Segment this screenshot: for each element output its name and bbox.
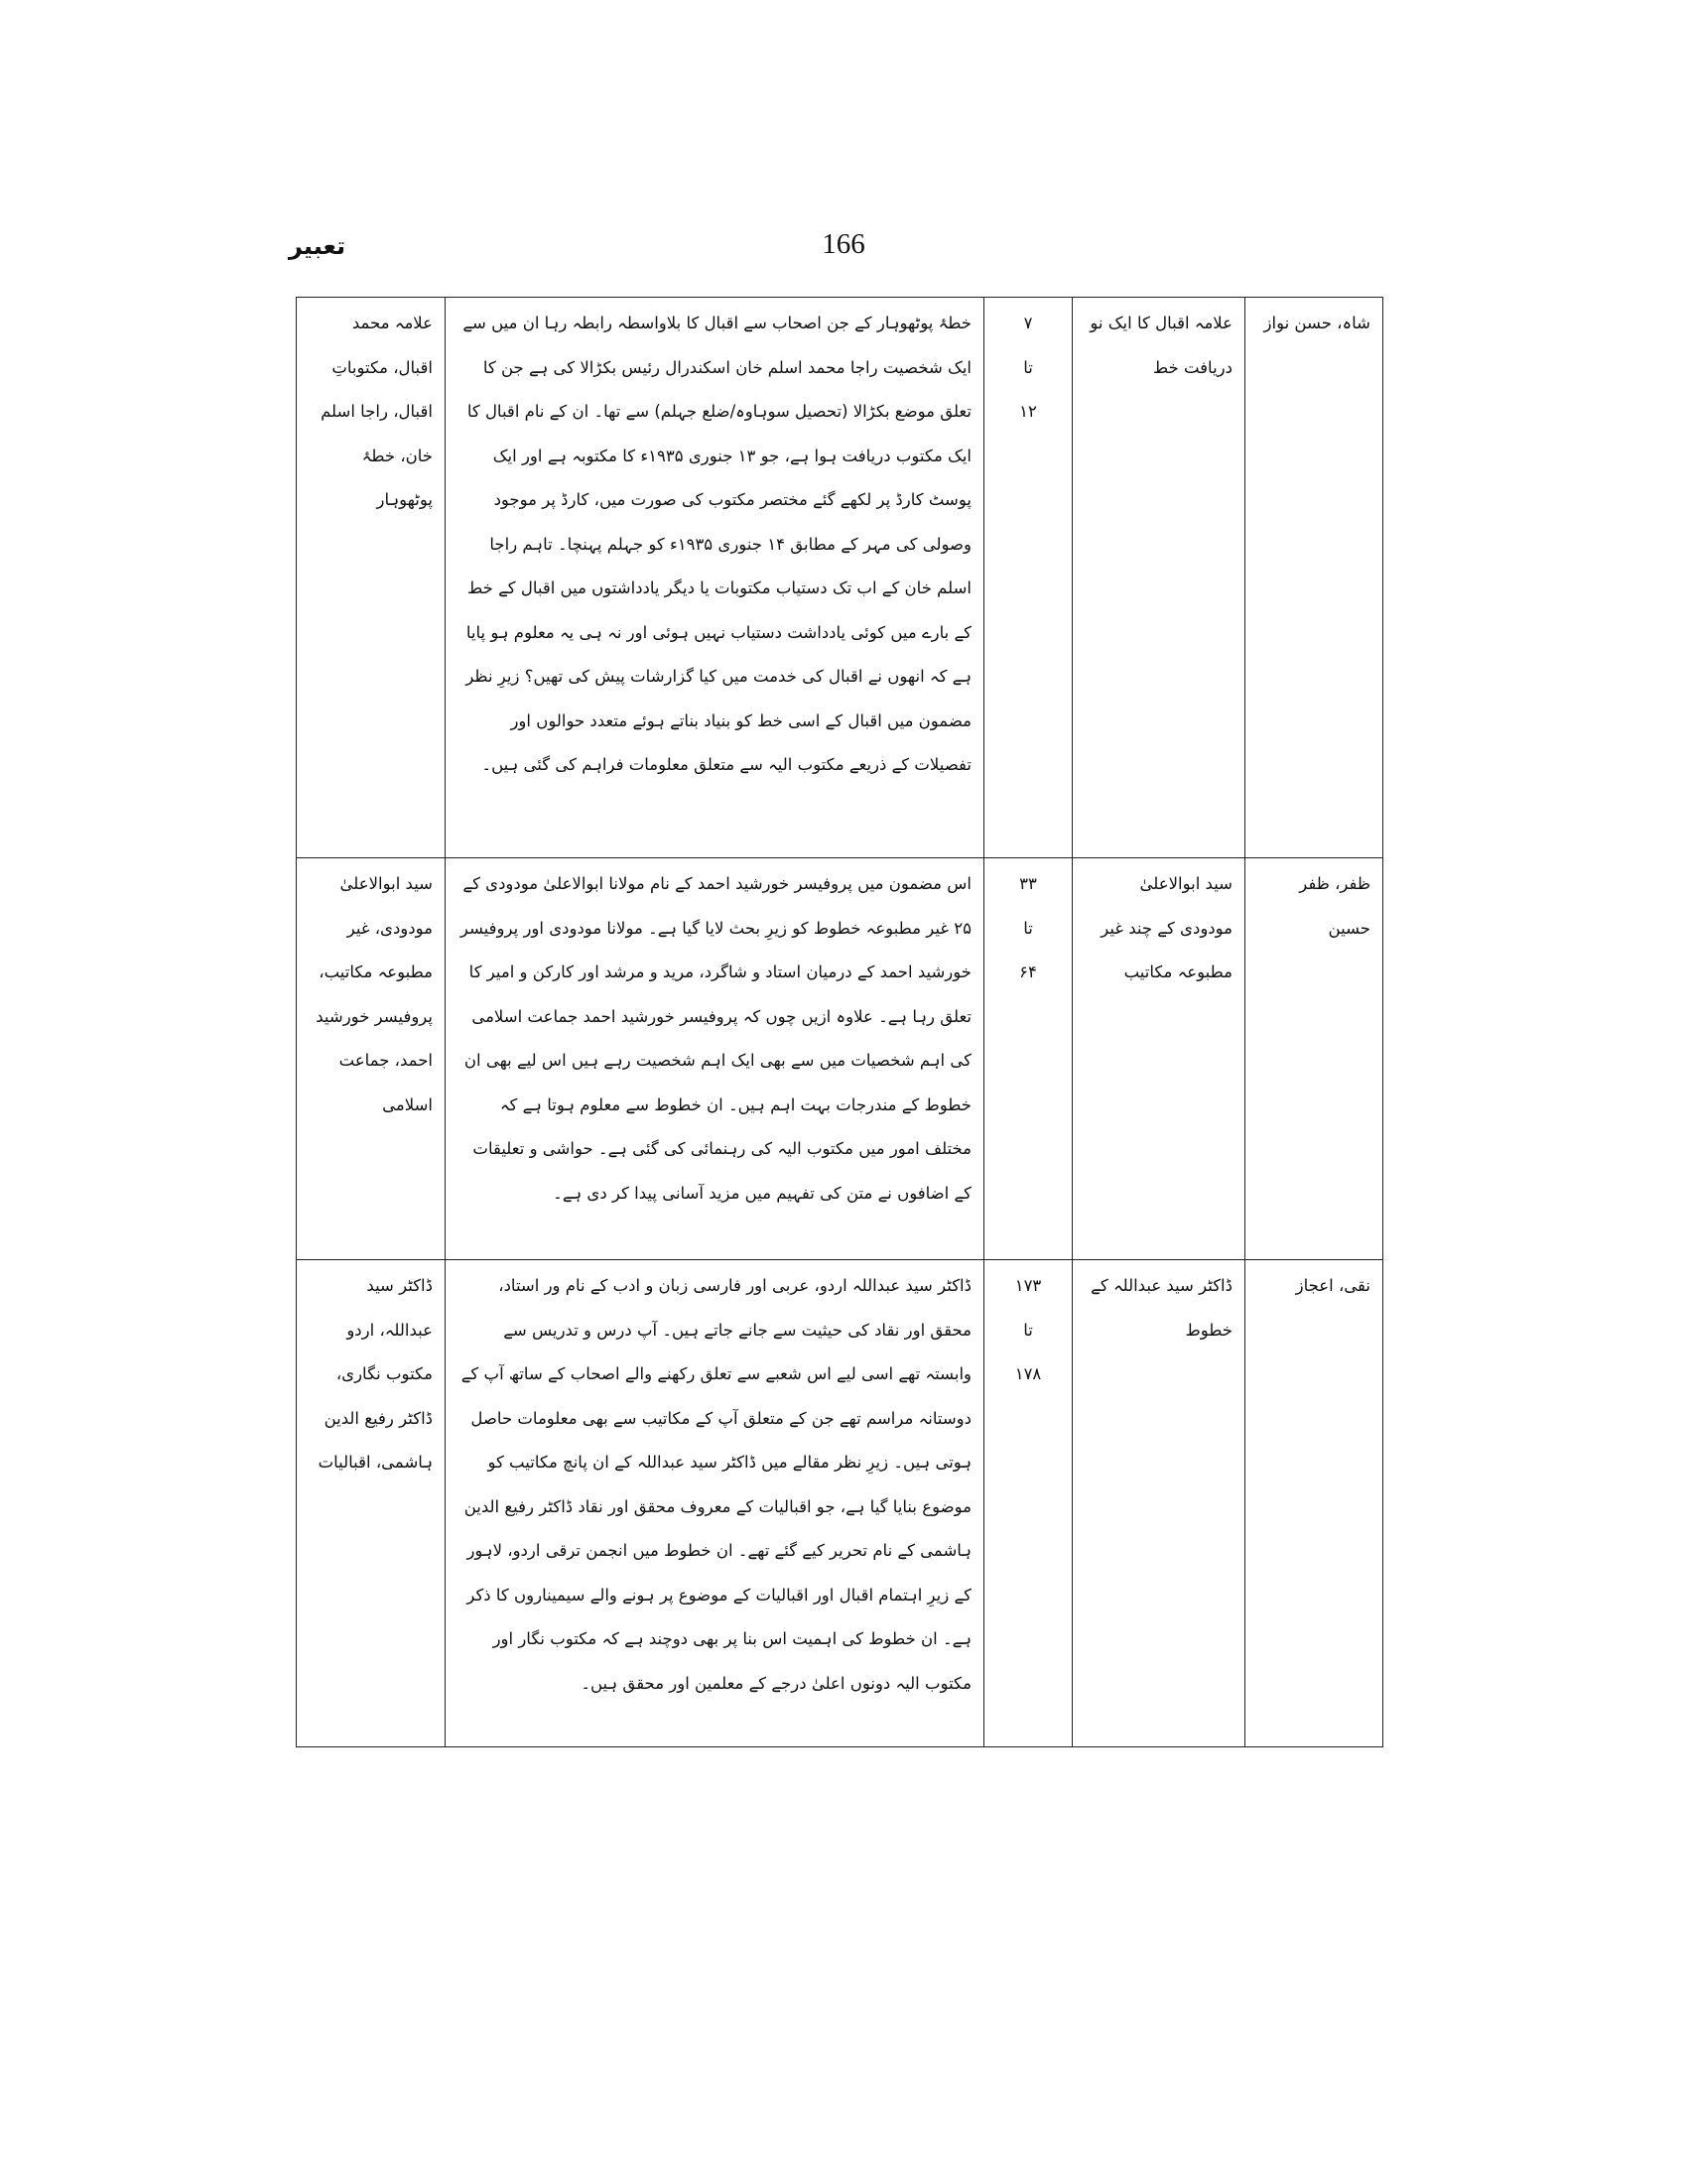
page-range-separator: تا <box>1023 918 1033 938</box>
keywords-cell: علامہ محمد اقبال، مکتوباتِ اقبال، راجا اسلم خان، خطۂ پوٹھوہار <box>297 298 446 858</box>
page-start: ۷ <box>1023 314 1033 332</box>
page-end: ۱۷۸ <box>1014 1364 1042 1383</box>
page-number: 166 <box>822 228 865 260</box>
journal-name: تعبیر <box>289 232 346 260</box>
summary-cell: اس مضمون میں پروفیسر خورشید احمد کے نام مولانا ابوالاعلیٰ مودودی کے ۲۵ غیر مطبوعہ خطوط کو زیرِ بحث لایا گیا ہے۔ مولانا مودودی اور پروفیسر خورشید احمد کے درمیان استاد و شاگرد، مرید و مرشد اور کارکن و امیر کا تعلق رہا ہے۔ علاوہ ازیں چوں کہ پروفیسر خورشید احمد جماعت اسلامی کی اہم شخصیات میں سے بھی ایک اہم شخصیت رہے ہیں اس لیے بھی ان خطوط کے مندرجات بہت اہم ہیں۔ ان خطوط سے معلوم ہوتا ہے کہ مختلف امور میں مکتوب الیہ کی رہنمائی کی گئی ہے۔ حواشی و تعلیقات کے اضافوں نے متن کی تفہیم میں مزید آسانی پیدا کر دی ہے۔ <box>446 858 984 1260</box>
pages-cell <box>984 298 1073 858</box>
table-row <box>297 298 1383 858</box>
summary-cell: ڈاکٹر سید عبداللہ اردو، عربی اور فارسی زبان و ادب کے نام ور استاد، محقق اور نقاد کی حیثیت سے جانے جاتے ہیں۔ آپ درس و تدریس سے وابستہ تھے اسی لیے اس شعبے سے تعلق رکھنے والے اصحاب کے ساتھ آپ کے دوستانہ مراسم تھے جن کے متعلق آپ کے مکاتیب سے بھی معلومات حاصل ہوتی ہیں۔ زیرِ نظر مقالے میں ڈاکٹر سید عبداللہ کے ان پانچ مکاتیب کو موضوع بنایا گیا ہے، جو اقبالیات کے معروف محقق اور نقاد ڈاکٹر رفیع الدین ہاشمی کے نام تحریر کیے گئے تھے۔ ان خطوط میں انجمن ترقی اردو، لاہور کے زیرِ اہتمام اقبال اور اقبالیات کے موضوع پر ہونے والے سیمیناروں کا ذکر ہے۔ ان خطوط کی اہمیت اس بنا پر بھی دوچند ہے کہ مکتوب نگار اور مکتوب الیہ دونوں اعلیٰ درجے کے معلمین اور محقق ہیں۔ <box>446 1260 984 1747</box>
page-end: ۱۲ <box>1019 402 1037 421</box>
summary-cell: خطۂ پوٹھوہار کے جن اصحاب سے اقبال کا بلاواسطہ رابطہ رہا ان میں سے ایک شخصیت راجا محمد اسلم خان اسکندرال رئیس بکڑالا کی ہے جن کا تعلق موضع بکڑالا (تحصیل سوہاوہ/ضلع جہلم) سے تھا۔ ان کے نام اقبال کا ایک مکتوب دریافت ہوا ہے، جو ۱۳ جنوری ۱۹۳۵ء کا مکتوبہ ہے اور ایک پوسٹ کارڈ پر لکھے گئے مختصر مکتوب کی صورت میں، کارڈ پر موجود وصولی کی مہر کے مطابق ۱۴ جنوری ۱۹۳۵ء کو جہلم پہنچا۔ تاہم راجا اسلم خان کے اب تک دستیاب مکتوبات یا دیگر یادداشتوں میں اقبال کے خط کے بارے میں کوئی یادداشت دستیاب نہیں ہوئی اور نہ ہی یہ معلوم ہو پایا ہے کہ انھوں نے اقبال کی خدمت میں کیا گزارشات پیش کی تھیں؟ زیرِ نظر مضمون میں اقبال کے اسی خط کو بنیاد بناتے ہوئے متعدد حوالوں اور تفصیلات کے ذریعے مکتوب الیہ سے متعلق معلومات فراہم کی گئی ہیں۔ <box>446 298 984 858</box>
title-cell: سید ابوالاعلیٰ مودودی کے چند غیر مطبوعہ مکاتیب <box>1073 858 1245 1260</box>
page-end: ۶۴ <box>1019 963 1037 981</box>
page-start: ۱۷۳ <box>1014 1276 1042 1295</box>
title-cell: ڈاکٹر سید عبداللہ کے خطوط <box>1073 1260 1245 1747</box>
table-row <box>297 858 1383 1260</box>
author-cell: نقی، اعجاز <box>1245 1260 1383 1747</box>
keywords-cell: سید ابوالاعلیٰ مودودی، غیر مطبوعہ مکاتیب، پروفیسر خورشید احمد، جماعت اسلامی <box>297 858 446 1260</box>
title-cell: علامہ اقبال کا ایک نو دریافت خط <box>1073 298 1245 858</box>
pages-cell <box>984 1260 1073 1747</box>
keywords-cell: ڈاکٹر سید عبداللہ، اردو مکتوب نگاری، ڈاکٹر رفیع الدین ہاشمی، اقبالیات <box>297 1260 446 1747</box>
author-cell: شاہ، حسن نواز <box>1245 298 1383 858</box>
page-start: ۳۳ <box>1019 874 1037 893</box>
pages-cell <box>984 858 1073 1260</box>
author-cell: ظفر، ظفر حسین <box>1245 858 1383 1260</box>
table-row <box>297 1260 1383 1747</box>
page-range-separator: تا <box>1023 1320 1033 1340</box>
page-range-separator: تا <box>1023 357 1033 377</box>
article-index-table <box>296 297 1383 1747</box>
